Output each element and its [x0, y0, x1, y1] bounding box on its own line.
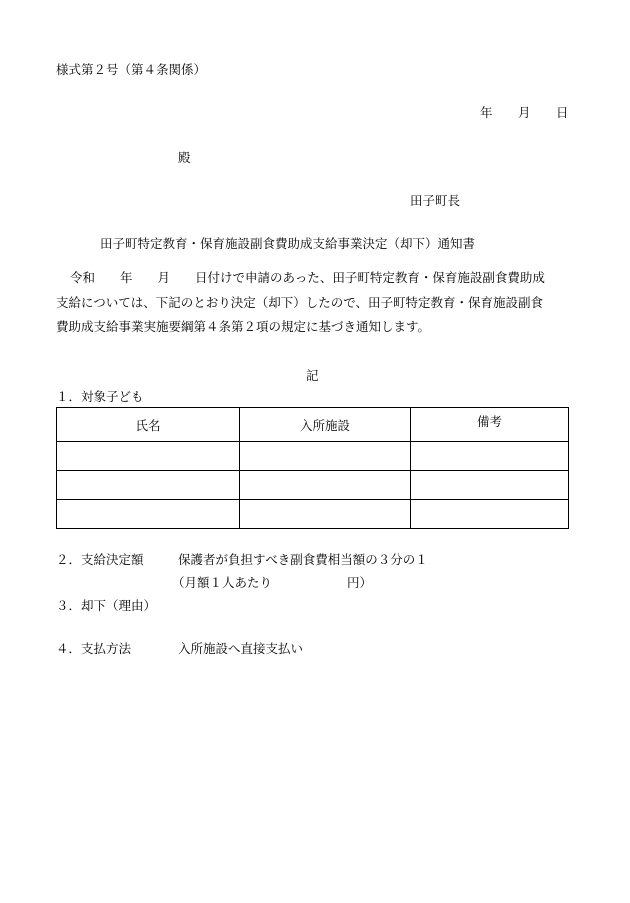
- target-children-table: [56, 407, 569, 529]
- date-year-label: 年: [480, 105, 493, 120]
- ki-heading: 記: [306, 368, 319, 383]
- section-1-label: １．対象子ども: [56, 389, 144, 404]
- column-header-name: 氏名: [57, 408, 240, 442]
- section-4-label: ４．支払方法: [56, 641, 132, 656]
- table-row: [57, 471, 569, 500]
- body-line-3: 費助成支給事業実施要綱第４条第２項の規定に基づき通知します。: [56, 319, 431, 334]
- body-text: [56, 266, 576, 340]
- table-cell: [411, 500, 569, 529]
- section-2-note: （月額１人あたり 円）: [172, 575, 373, 590]
- table-row: [57, 442, 569, 471]
- table-cell: [240, 471, 411, 500]
- section-2-value: 保護者が負担すべき副食費相当額の３分の１: [178, 552, 428, 567]
- table-cell: [57, 500, 240, 529]
- addressee-suffix: 殿: [178, 150, 191, 165]
- document-title: 田子町特定教育・保育施設副食費助成支給事業決定（却下）通知書: [100, 236, 476, 251]
- sender-name: 田子町長: [410, 193, 461, 208]
- body-line-2: 支給については、下記のとおり決定（却下）したので、田子町特定教育・保育施設副食: [56, 294, 544, 310]
- table-cell: [57, 471, 240, 500]
- section-4-value: 入所施設へ直接支払い: [178, 641, 304, 656]
- section-3-label: ３．却下（理由）: [56, 598, 157, 613]
- form-number: 様式第２号（第４条関係）: [56, 62, 207, 77]
- body-line-1: 令和 年 月 日付けで申請のあった、田子町特定教育・保育施設副食費助成: [70, 270, 545, 285]
- table-cell: [240, 500, 411, 529]
- table-row: [57, 500, 569, 529]
- table-cell: [411, 471, 569, 500]
- column-header-remarks: 備考: [411, 408, 569, 442]
- table-cell: [57, 442, 240, 471]
- date-day-label: 日: [556, 105, 569, 120]
- column-header-facility: 入所施設: [240, 408, 411, 442]
- section-2-label: ２．支給決定額: [56, 552, 144, 567]
- date-month-label: 月: [518, 105, 531, 120]
- table-cell: [240, 442, 411, 471]
- table-header-row: [57, 408, 569, 442]
- table-cell: [411, 442, 569, 471]
